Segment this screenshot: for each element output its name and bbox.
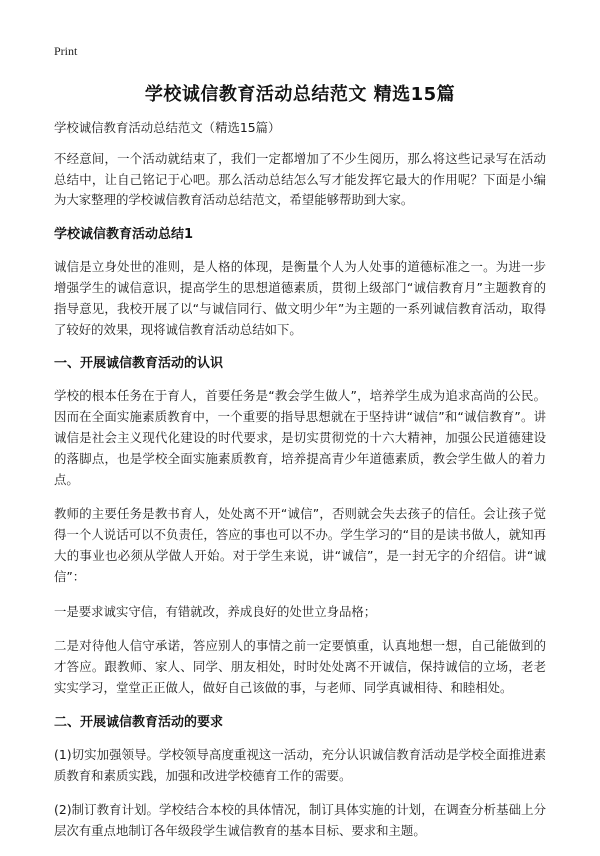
- subtitle: 学校诚信教育活动总结范文（精选15篇）: [54, 120, 281, 135]
- intro-paragraph: 不经意间，一个活动就结束了，我们一定都增加了不少生阅历，那么将这些记录写在活动总结中，让自己铭记于心吧。那么活动总结怎么写才能发挥它最大的作用呢？下面是小编为大家整理的学校诚信教育活动总结范文，希望能够帮助到大家。: [54, 150, 546, 208]
- document-body: [54, 118, 546, 856]
- part1-paragraph-2: 教师的主要任务是教书育人，处处离不开“诚信”，否则就会失去孩子的信任。会让孩子觉得一个人说话可以不负责任，答应的事也可以不办。学生学习的“目的是读书做人，就知再大的事业也必须从学做人开始。对于学生来说，讲“诚信”，是一封无字的介绍信。讲“诚信”：: [54, 506, 546, 584]
- part1-paragraph-3: 一是要求诚实守信，有错就改，养成良好的处世立身品格；: [54, 603, 377, 619]
- section-heading: 学校诚信教育活动总结1: [54, 227, 194, 243]
- part2-heading: 二、开展诚信教育活动的要求: [54, 714, 224, 730]
- part1-paragraph-1: 学校的根本任务在于育人，首要任务是“教会学生做人”，培养学生成为追求高尚的公民。因而在全面实施素质教育中，一个重要的指导思想就在于坚持讲“诚信”和“诚信教育”。讲诚信是社会主义现代化建设的时代要求，是切实贯彻党的十六大精神，加强公民道德建设的落脚点，也是学校全面实施素质教育，培养提高青少年道德素质，教会学生做人的着力点。: [54, 388, 546, 487]
- section-paragraph: 诚信是立身处世的准则，是人格的体现，是衡量个人为人处事的道德标准之一。为进一步增强学生的诚信意识，提高学生的思想道德素质，贯彻上级部门“诚信教育月”主题教育的指导意见，我校开展了以“与诚信同行、做文明少年”为主题的一系列诚信教育活动，取得了较好的效果，现将诚信教育活动总结如下。: [54, 259, 546, 337]
- part1-heading: 一、开展诚信教育活动的认识: [54, 356, 224, 372]
- print-label[interactable]: Print: [54, 44, 78, 58]
- page-title: 学校诚信教育活动总结范文 精选15篇: [144, 84, 456, 105]
- part2-paragraph-2: (2)制订教育计划。学校结合本校的具体情况，制订具体实施的计划，在调查分析基础上分层次有重点地制订各年级段学生诚信教育的基本目标、要求和主题。: [54, 802, 546, 839]
- part1-paragraph-4: 二是对待他人信守承诺，答应别人的事情之前一定要慎重，认真地想一想，自己能做到的才答应。跟教师、家人、同学、朋友相处，时时处处离不开诚信，保持诚信的立场，老老实实学习，堂堂正正做人，做好自己该做的事，与老师、同学真诚相待、和睦相处。: [54, 638, 546, 695]
- part2-paragraph-1: (1)切实加强领导。学校领导高度重视这一活动，充分认识诚信教育活动是学校全面推进素质教育和素质实践，加强和改进学校德育工作的需要。: [54, 746, 546, 783]
